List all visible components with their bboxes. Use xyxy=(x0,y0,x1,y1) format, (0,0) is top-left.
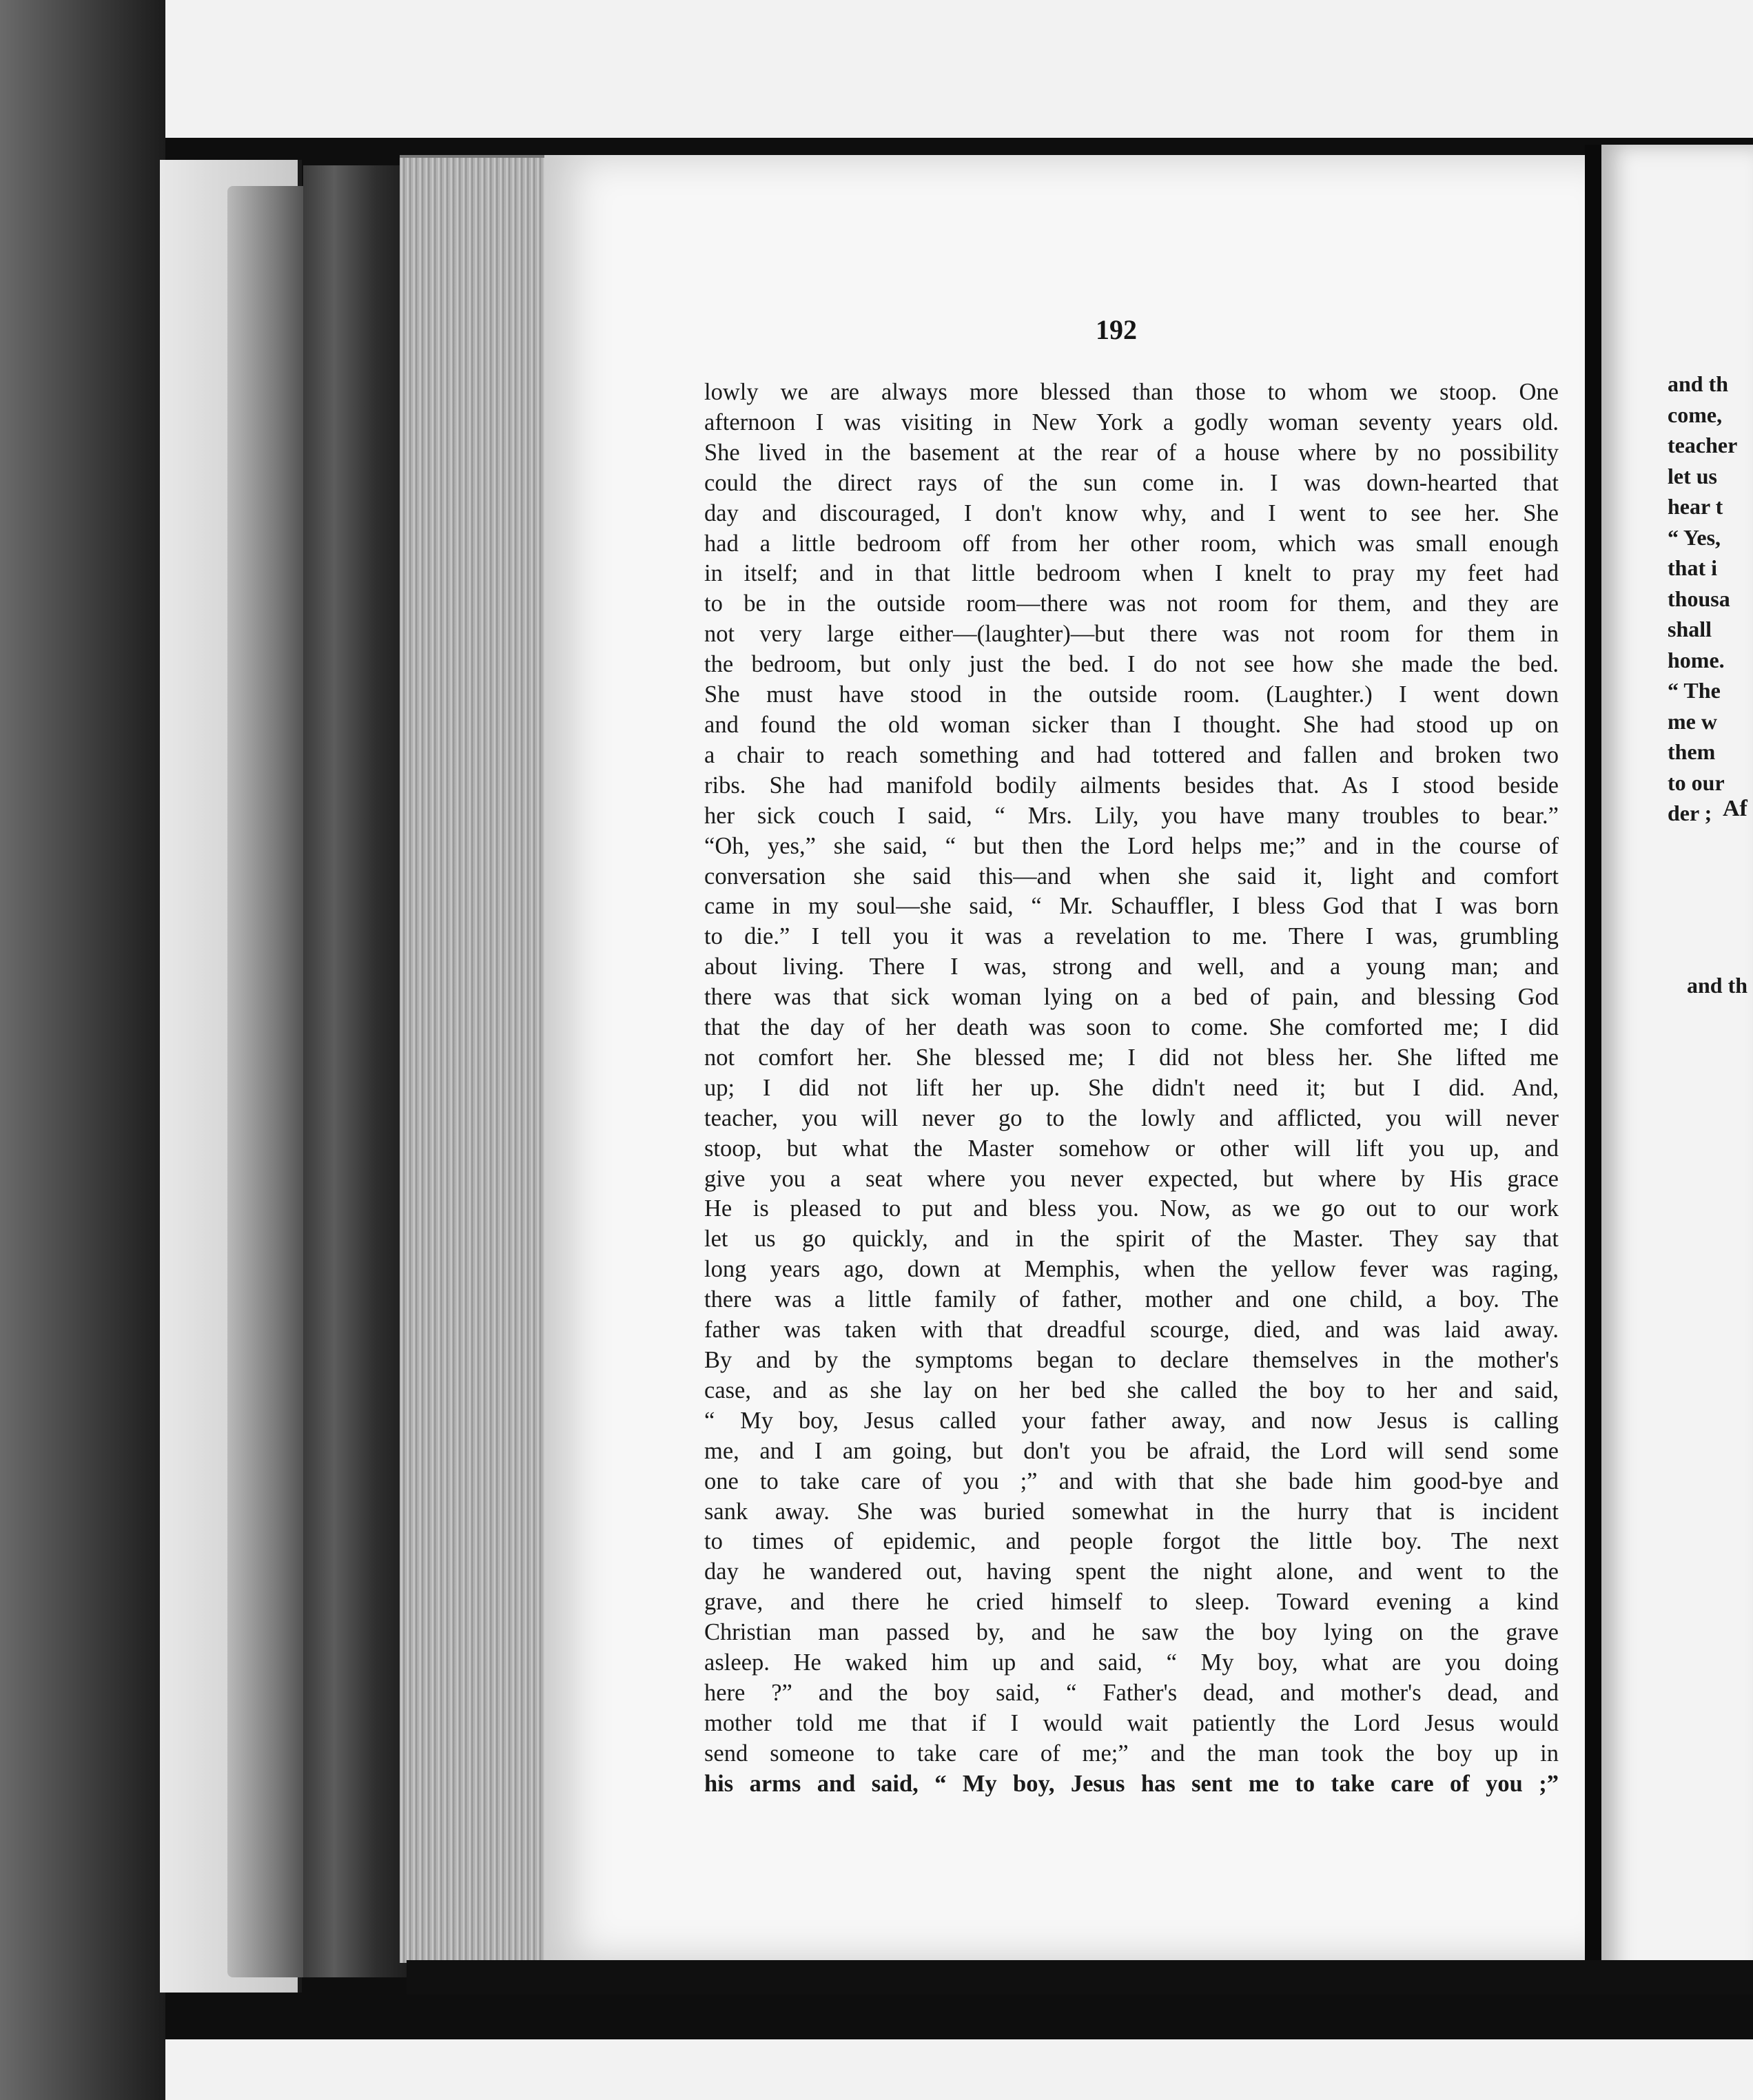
text-line: me, and I am going, but don't you be afraid, the Lord will send some xyxy=(704,1437,1559,1464)
right-page-line: home. xyxy=(1668,647,1725,672)
text-line: let us go quickly, and in the spirit of the Master. They say that xyxy=(704,1226,1559,1253)
right-page-line: let us xyxy=(1668,463,1717,488)
text-line: He is pleased to put and bless you. Now, as we go out to our work xyxy=(704,1195,1559,1222)
text-line: ribs. She had manifold bodily ailments besides that. As I stood beside xyxy=(704,772,1559,799)
cover-spine-shadow xyxy=(227,186,310,1977)
text-line: in itself; and in that little bedroom when I knelt to pray my feet had xyxy=(704,560,1559,587)
text-line: not very large either—(laughter)—but there was not room for them in xyxy=(704,621,1559,648)
text-line: to be in the outside room—there was not room for them, and they are xyxy=(704,590,1559,617)
text-line: lowly we are always more blessed than those to whom we stoop. One xyxy=(704,379,1559,405)
right-page-line: to our xyxy=(1668,770,1725,795)
text-line: had a little bedroom off from her other room, which was small enough xyxy=(704,530,1559,557)
left-scan-margin xyxy=(0,0,165,2100)
text-line: about living. There I was, strong and well, and a young man; and xyxy=(704,954,1559,980)
text-line: By and by the symptoms began to declare themselves in the mother's xyxy=(704,1347,1559,1373)
text-line: there was that sick woman lying on a bed of pain, and blessing God xyxy=(704,984,1559,1011)
text-line: mother told me that if I would wait patiently the Lord Jesus would xyxy=(704,1709,1559,1736)
text-line: day and discouraged, I don't know why, and I went to see her. She xyxy=(704,500,1559,526)
text-line: case, and as she lay on her bed she called the boy to her and said, xyxy=(704,1377,1559,1403)
right-page-line: “ Yes, xyxy=(1668,524,1721,550)
text-line: afternoon I was visiting in New York a godly woman seventy years old. xyxy=(704,409,1559,435)
text-line: could the direct rays of the sun come in. I was down-hearted that xyxy=(704,469,1559,496)
text-line: Christian man passed by, and he saw the boy lying on the grave xyxy=(704,1619,1559,1646)
right-page-line: me w xyxy=(1668,708,1717,734)
text-line: up; I did not lift her up. She didn't need it; but I did. And, xyxy=(704,1074,1559,1101)
page-number: 192 xyxy=(1096,314,1137,345)
right-page-line: and th xyxy=(1668,371,1729,396)
text-line: “ My boy, Jesus called your father away, and now Jesus is calling xyxy=(704,1407,1559,1434)
right-page-line: teacher xyxy=(1668,433,1738,457)
text-line: his arms and said, “ My boy, Jesus has sent me to take care of you ;” xyxy=(704,1770,1559,1797)
gutter xyxy=(1585,145,1601,1991)
right-page-line: them xyxy=(1668,739,1716,764)
text-line: not comfort her. She blessed me; I did not bless her. She lifted me xyxy=(704,1044,1559,1071)
text-line: long years ago, down at Memphis, when the yellow fever was raging, xyxy=(704,1256,1559,1283)
text-line: conversation she said this—and when she said it, light and comfort xyxy=(704,863,1559,889)
body-text xyxy=(704,378,1559,1800)
bottom-shadow xyxy=(407,1960,1753,1995)
text-line: father was taken with that dreadful scourge, died, and was laid away. xyxy=(704,1317,1559,1344)
book-spine xyxy=(303,165,407,1977)
right-page-line: thousa xyxy=(1668,586,1730,611)
text-line: day he wandered out, having spent the night alone, and went to the xyxy=(704,1558,1559,1585)
text-line: grave, and there he cried himself to sleep. Toward evening a kind xyxy=(704,1589,1559,1616)
text-line: to die.” I tell you it was a revelation to me. There I was, grumbling xyxy=(704,923,1559,950)
right-page-heading: Af xyxy=(1723,796,1747,821)
text-line: give you a seat where you never expected, but where by His grace xyxy=(704,1165,1559,1192)
text-line: “Oh, yes,” she said, “ but then the Lord helps me;” and in the course of xyxy=(704,832,1559,859)
text-line: and found the old woman sicker than I thought. She had stood up on xyxy=(704,711,1559,738)
text-line: asleep. He waked him up and said, “ My boy, what are you doing xyxy=(704,1649,1559,1676)
right-page-line: “ The xyxy=(1668,678,1721,703)
text-line: She must have stood in the outside room. (Laughter.) I went down xyxy=(704,681,1559,708)
right-page-footer: and th xyxy=(1687,973,1748,998)
right-page-line: come, xyxy=(1668,402,1723,427)
text-line: her sick couch I said, “ Mrs. Lily, you have many troubles to bear.” xyxy=(704,802,1559,829)
text-line: sank away. She was buried somewhat in the hurry that is incident xyxy=(704,1498,1559,1525)
text-line: send someone to take care of me;” and the man took the boy up in xyxy=(704,1740,1559,1767)
page-edges xyxy=(400,155,551,1963)
right-page-line: der ; xyxy=(1668,801,1712,825)
right-page-line: that i xyxy=(1668,555,1717,580)
text-line: to times of epidemic, and people forgot the little boy. The next xyxy=(704,1528,1559,1555)
right-page-line: shall xyxy=(1668,617,1712,641)
text-line: came in my soul—she said, “ Mr. Schauffler, I bless God that I was born xyxy=(704,893,1559,920)
text-line: here ?” and the boy said, “ Father's dead, and mother's dead, and xyxy=(704,1679,1559,1706)
text-line: one to take care of you ;” and with that she bade him good-bye and xyxy=(704,1468,1559,1494)
text-line: stoop, but what the Master somehow or other will lift you up, and xyxy=(704,1135,1559,1162)
text-line: the bedroom, but only just the bed. I do not see how she made the bed. xyxy=(704,651,1559,678)
text-line: teacher, you will never go to the lowly and afflicted, you will never xyxy=(704,1104,1559,1131)
text-line: there was a little family of father, mother and one child, a boy. The xyxy=(704,1286,1559,1313)
right-page-line: hear t xyxy=(1668,494,1723,519)
right-page-text xyxy=(1668,369,1753,829)
text-line: that the day of her death was soon to come. She comforted me; I did xyxy=(704,1014,1559,1041)
text-line: She lived in the basement at the rear of a house where by no possibility xyxy=(704,439,1559,466)
text-line: a chair to reach something and had tottered and fallen and broken two xyxy=(704,741,1559,768)
